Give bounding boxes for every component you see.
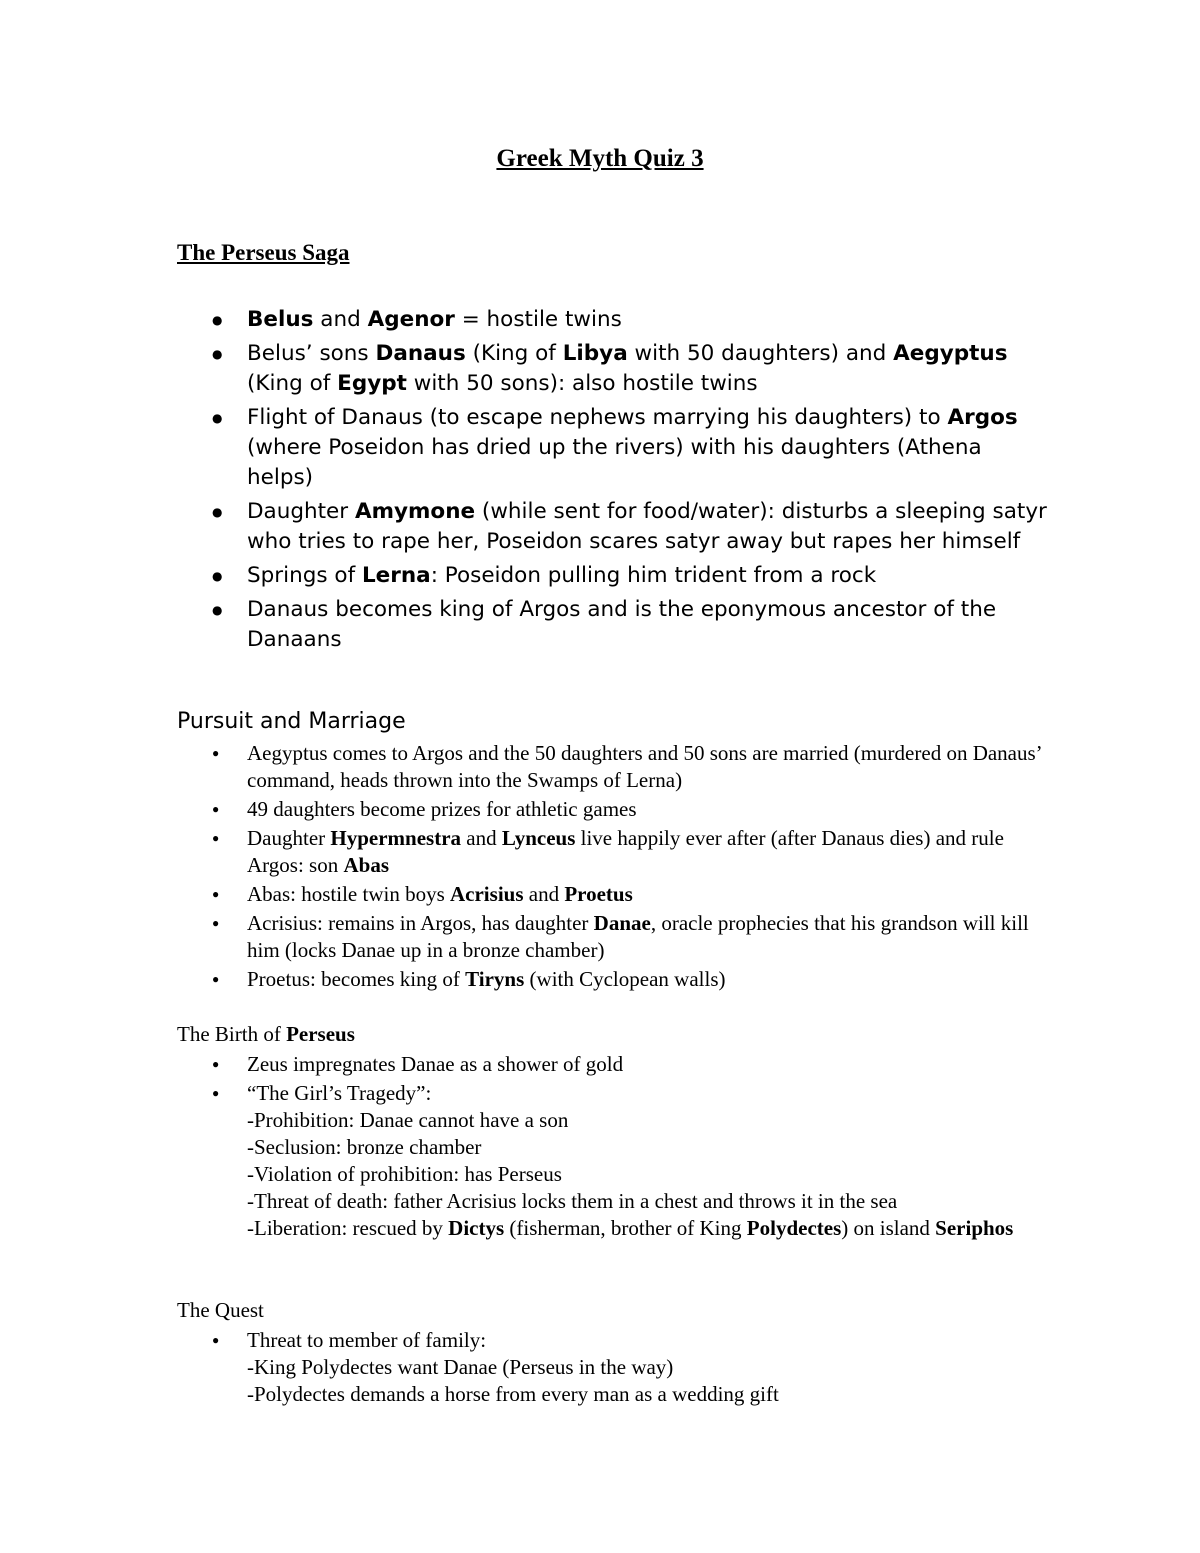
birth-heading-prefix: The Birth of bbox=[177, 1022, 287, 1046]
bold-term: Hypermnestra bbox=[330, 826, 462, 850]
sub-item bbox=[247, 1381, 1047, 1408]
text-run: : Poseidon pulling him trident from a rock bbox=[430, 563, 877, 588]
list-item-text bbox=[247, 967, 725, 991]
bold-term: Belus bbox=[247, 307, 314, 332]
bullet-icon: ● bbox=[212, 746, 220, 760]
list-item bbox=[0, 497, 1047, 557]
list-item bbox=[0, 1327, 1047, 1408]
bullet-icon: ● bbox=[212, 802, 220, 816]
list-item-text bbox=[247, 405, 1018, 490]
text-run: Zeus impregnates Danae as a shower of gold bbox=[247, 1052, 624, 1076]
pursuit-marriage-list bbox=[0, 740, 1047, 995]
list-item-text bbox=[247, 1081, 431, 1105]
text-run: and bbox=[461, 826, 502, 850]
text-run: Belus’ sons bbox=[247, 341, 376, 366]
bullet-icon: ● bbox=[212, 313, 223, 327]
text-run: -Violation of prohibition: has Perseus bbox=[247, 1162, 562, 1186]
bold-term: Libya bbox=[562, 341, 628, 366]
bold-term: Danaus bbox=[375, 341, 466, 366]
birth-heading-bold: Perseus bbox=[286, 1022, 355, 1046]
text-run: (with Cyclopean walls) bbox=[524, 967, 726, 991]
bold-term: Amymone bbox=[354, 499, 476, 524]
text-run: (where Poseidon has dried up the rivers) with his daughters (Athena helps) bbox=[247, 435, 982, 490]
text-run: Aegyptus comes to Argos and the 50 daughters and 50 sons are married (murdered on Danaus’ command, heads thrown into the Swamps of Lerna) bbox=[247, 741, 1042, 792]
text-run: Threat to member of family: bbox=[247, 1328, 487, 1352]
list-item bbox=[0, 910, 1047, 964]
bullet-icon: ● bbox=[212, 916, 220, 930]
list-item-text bbox=[247, 1052, 623, 1076]
text-run: Abas: hostile twin boys bbox=[247, 882, 450, 906]
list-item-text bbox=[247, 341, 1008, 396]
bold-term: Lerna bbox=[361, 563, 431, 588]
text-run: -Liberation: rescued by bbox=[247, 1216, 449, 1240]
bullet-icon: ● bbox=[212, 1086, 220, 1100]
section-heading-pursuit-marriage: Pursuit and Marriage bbox=[177, 709, 406, 734]
bullet-icon: ● bbox=[212, 972, 220, 986]
list-item bbox=[0, 595, 1047, 655]
birth-of-perseus-list bbox=[0, 1051, 1047, 1244]
text-run: Proetus: becomes king of bbox=[247, 967, 466, 991]
list-item bbox=[0, 1080, 1047, 1242]
list-item bbox=[0, 796, 1047, 823]
text-run: Daughter bbox=[247, 499, 355, 524]
list-item bbox=[0, 881, 1047, 908]
bullet-icon: ● bbox=[212, 1057, 220, 1071]
text-run: Danaus becomes king of Argos and is the eponymous ancestor of the Danaans bbox=[247, 597, 997, 652]
list-item-text bbox=[247, 499, 1047, 554]
bullet-icon: ● bbox=[212, 1333, 220, 1347]
text-run: (while sent for food/water): disturbs a sleeping satyr who tries to rape her, Poseidon scares satyr away but rapes her himself bbox=[247, 499, 1047, 554]
list-item bbox=[0, 339, 1047, 399]
text-run: = hostile twins bbox=[454, 307, 622, 332]
bullet-icon: ● bbox=[212, 603, 223, 617]
the-quest-list bbox=[0, 1327, 1047, 1410]
text-run: -Prohibition: Danae cannot have a son bbox=[247, 1108, 569, 1132]
sub-item bbox=[247, 1188, 1047, 1215]
list-item-text bbox=[247, 1328, 486, 1352]
section-heading-the-quest: The Quest bbox=[177, 1298, 264, 1322]
list-item bbox=[0, 740, 1047, 794]
list-item-text bbox=[247, 826, 1004, 877]
sub-item bbox=[247, 1161, 1047, 1188]
text-run: Flight of Danaus (to escape nephews marrying his daughters) to bbox=[247, 405, 948, 430]
text-run: (King of bbox=[465, 341, 563, 366]
bold-term: Polydectes bbox=[746, 1216, 842, 1240]
bold-term: Dictys bbox=[448, 1216, 505, 1240]
text-run: 49 daughters become prizes for athletic games bbox=[247, 797, 637, 821]
list-item bbox=[0, 305, 1047, 335]
bold-term: Abas bbox=[343, 853, 389, 877]
text-run: -Seclusion: bronze chamber bbox=[247, 1135, 482, 1159]
text-run: -Polydectes demands a horse from every man as a wedding gift bbox=[247, 1382, 779, 1406]
list-item-text bbox=[247, 741, 1041, 792]
list-item-text bbox=[247, 882, 633, 906]
list-item-text bbox=[247, 797, 637, 821]
text-run: “The Girl’s Tragedy”: bbox=[247, 1081, 432, 1105]
bullet-icon: ● bbox=[212, 411, 223, 425]
text-run: with 50 sons): also hostile twins bbox=[406, 371, 758, 396]
text-run: , oracle prophecies that his grandson will kill him (locks Danae up in a bronze chamber) bbox=[247, 911, 1029, 962]
text-run: Acrisius: remains in Argos, has daughter bbox=[247, 911, 594, 935]
bold-term: Seriphos bbox=[935, 1216, 1014, 1240]
sub-item bbox=[247, 1107, 1047, 1134]
sub-item bbox=[247, 1354, 1047, 1381]
bold-term: Egypt bbox=[337, 371, 407, 396]
bold-term: Argos bbox=[947, 405, 1018, 430]
perseus-saga-list bbox=[0, 305, 1047, 659]
list-item bbox=[0, 966, 1047, 993]
sub-item bbox=[247, 1134, 1047, 1161]
bold-term: Lynceus bbox=[501, 826, 576, 850]
list-item bbox=[0, 825, 1047, 879]
document-title: Greek Myth Quiz 3 bbox=[496, 145, 704, 172]
section-heading-perseus-saga: The Perseus Saga bbox=[177, 240, 350, 265]
bullet-icon: ● bbox=[212, 347, 223, 361]
section-heading-birth-of-perseus bbox=[177, 1020, 355, 1048]
text-run: (fisherman, brother of King bbox=[504, 1216, 747, 1240]
text-run: -King Polydectes want Danae (Perseus in the way) bbox=[247, 1355, 674, 1379]
bold-term: Danae bbox=[593, 911, 651, 935]
text-run: with 50 daughters) and bbox=[627, 341, 894, 366]
text-run: ) on island bbox=[841, 1216, 936, 1240]
text-run: Springs of bbox=[247, 563, 362, 588]
bold-term: Tiryns bbox=[465, 967, 525, 991]
text-run: (King of bbox=[247, 371, 338, 396]
bold-term: Agenor bbox=[367, 307, 455, 332]
text-run: Daughter bbox=[247, 826, 331, 850]
list-item bbox=[0, 403, 1047, 493]
bullet-icon: ● bbox=[212, 887, 220, 901]
sub-item bbox=[247, 1215, 1047, 1242]
list-item-text bbox=[247, 307, 622, 332]
bold-term: Acrisius bbox=[450, 882, 524, 906]
bold-term: Proetus bbox=[564, 882, 633, 906]
list-item-text bbox=[247, 597, 996, 652]
list-item bbox=[0, 561, 1047, 591]
list-item-text bbox=[247, 563, 876, 588]
text-run: live happily ever after (after Danaus dies) and rule Argos: son bbox=[247, 826, 1004, 877]
bullet-icon: ● bbox=[212, 505, 223, 519]
list-item bbox=[0, 1051, 1047, 1078]
bullet-icon: ● bbox=[212, 831, 220, 845]
bullet-icon: ● bbox=[212, 569, 223, 583]
text-run: and bbox=[523, 882, 565, 906]
list-item-text bbox=[247, 911, 1029, 962]
text-run: and bbox=[313, 307, 368, 332]
bold-term: Aegyptus bbox=[893, 341, 1008, 366]
text-run: -Threat of death: father Acrisius locks them in a chest and throws it in the sea bbox=[247, 1189, 898, 1213]
